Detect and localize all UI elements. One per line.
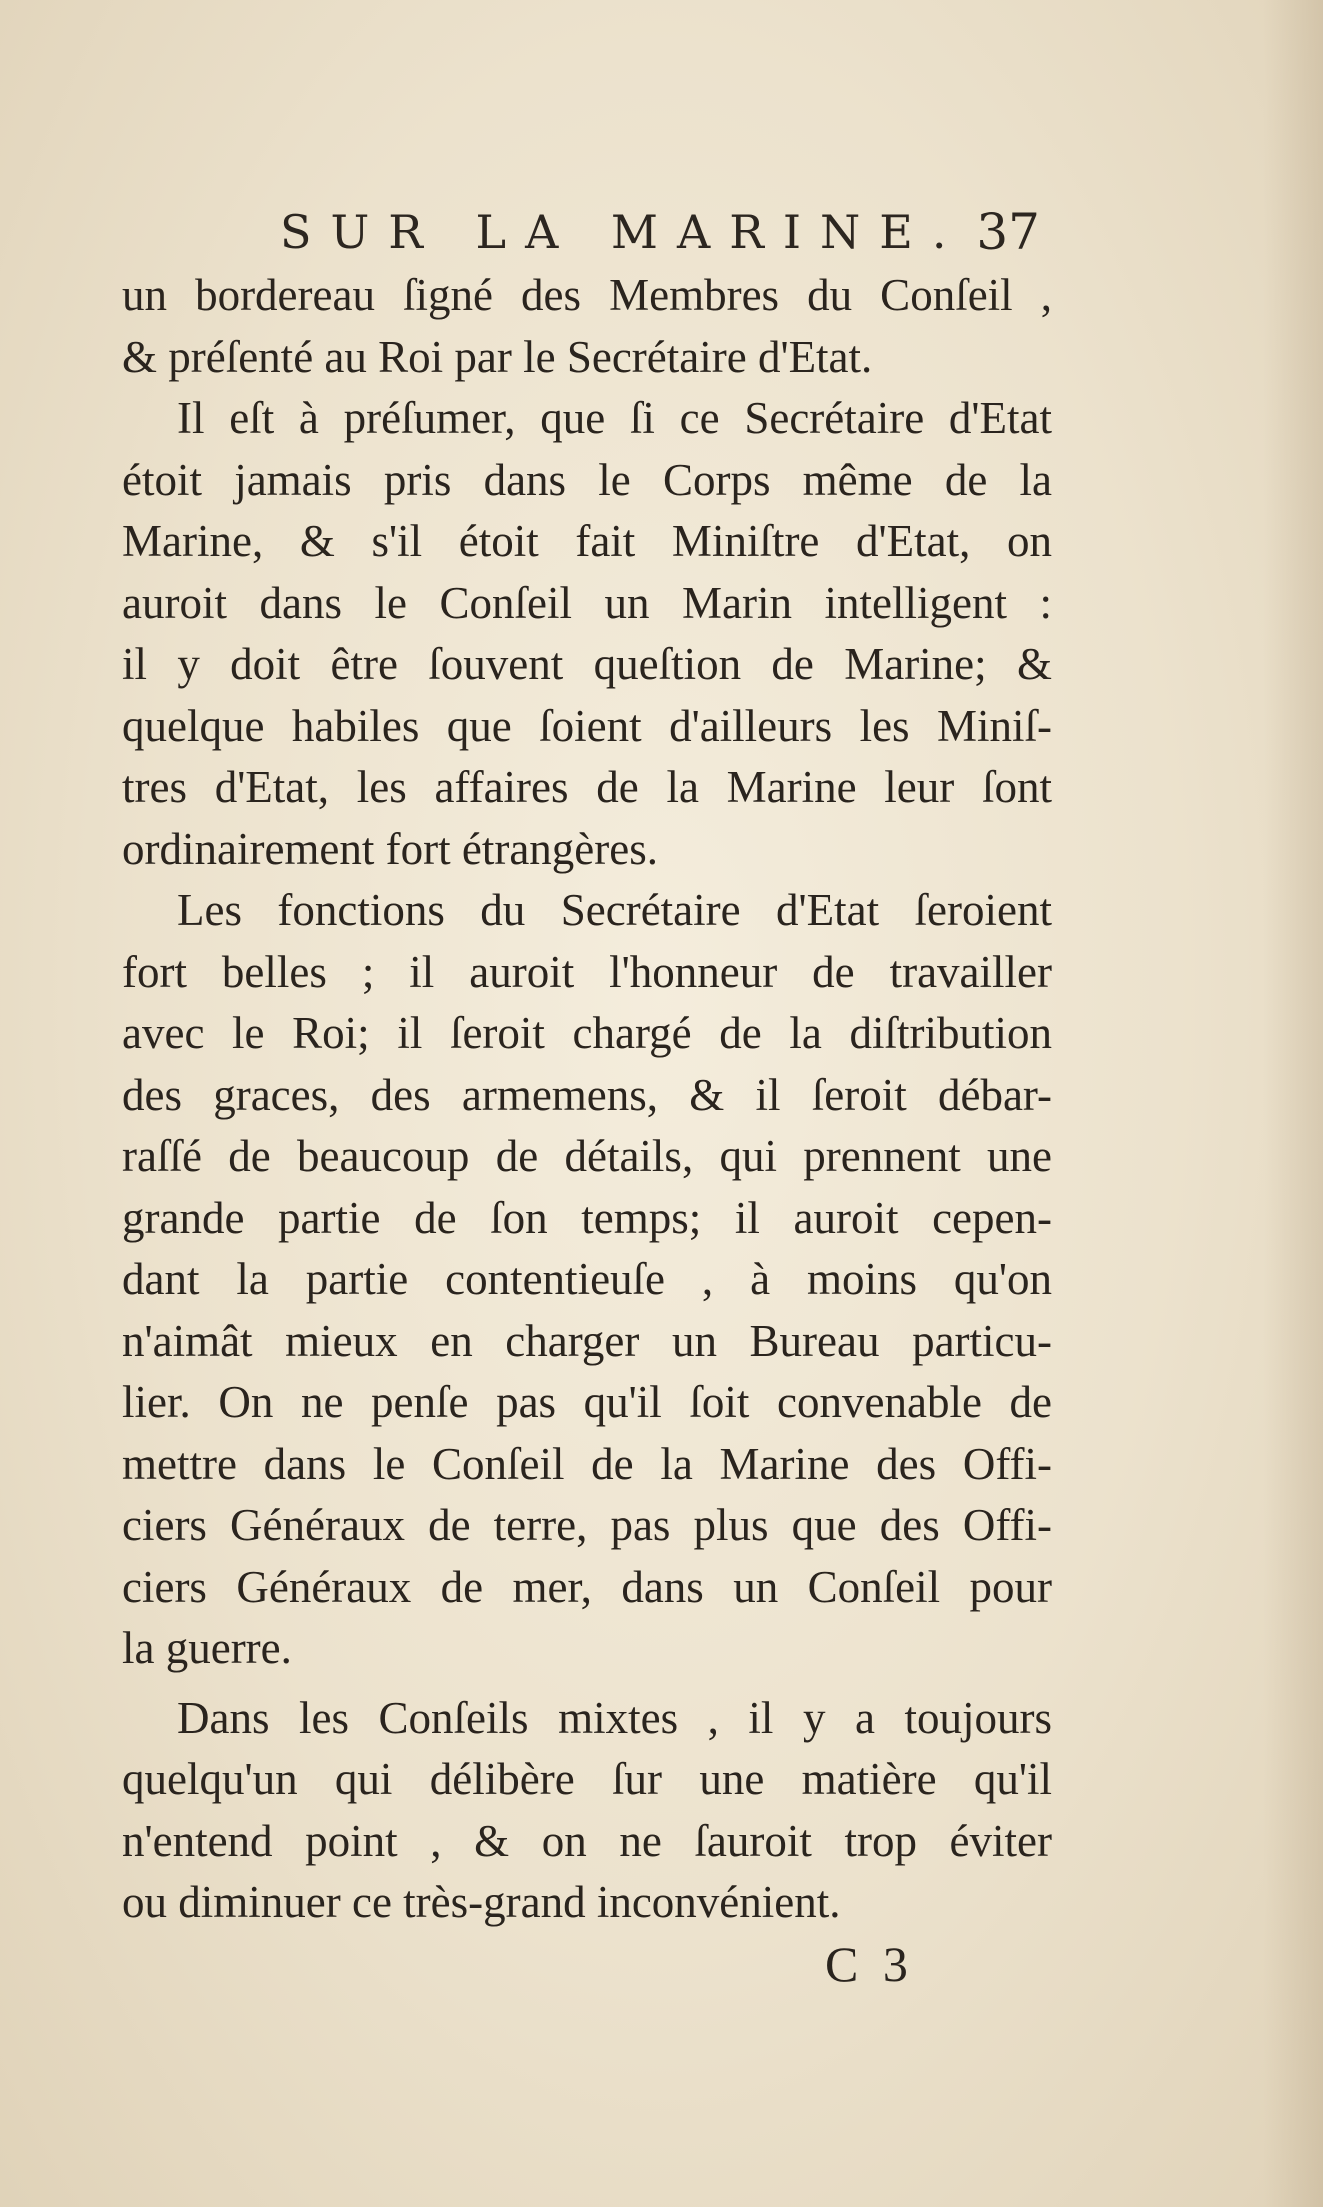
text-line: grande partie de ſon temps; il auroit cepen- <box>122 1192 1052 1243</box>
text-line: quelque habiles que ſoient d'ailleurs les Miniſ- <box>122 700 1052 751</box>
paragraph <box>122 880 1052 1680</box>
text-line: dant la partie contentieuſe , à moins qu'on <box>122 1254 1052 1304</box>
text-line: la guerre. <box>122 1623 292 1673</box>
text-line: un bordereau ſigné des Membres du Conſeil , <box>122 270 1052 320</box>
text-line: & préſenté au Roi par le Secrétaire d'Etat. <box>122 331 873 382</box>
text-line: raſſé de beaucoup de détails, qui prennent une <box>122 1131 1052 1181</box>
text-line: quelqu'un qui délibère ſur une matière qu'il <box>122 1754 1052 1804</box>
paragraph-gap <box>122 1680 1052 1688</box>
text-line: tres d'Etat, les affaires de la Marine leur ſont <box>122 762 1052 812</box>
text-line: ordinairement fort étrangères. <box>122 823 659 874</box>
page-number: 37 <box>976 203 1040 261</box>
text-line: mettre dans le Conſeil de la Marine des Offi- <box>122 1438 1052 1489</box>
paragraph <box>122 388 1052 880</box>
running-title: SUR LA MARINE. <box>280 205 966 259</box>
text-line: Il eſt à préſumer, que ſi ce Secrétaire d'Etat <box>177 393 1052 443</box>
text-line: il y doit être ſouvent queſtion de Marine; & <box>122 639 1052 689</box>
text-line: n'entend point , & on ne ſauroit trop éviter <box>122 1815 1052 1866</box>
text-line: des graces, des armemens, & il ſeroit débar- <box>122 1069 1052 1120</box>
page-edge-shadow <box>1263 0 1323 2207</box>
text-line: ciers Généraux de mer, dans un Conſeil pour <box>122 1561 1052 1612</box>
text-line: ou diminuer ce très-grand inconvénient. <box>122 1877 841 1927</box>
text-line: ciers Généraux de terre, pas plus que des Offi- <box>122 1500 1052 1550</box>
text-line: avec le Roi; il ſeroit chargé de la diſtribution <box>122 1008 1052 1058</box>
paragraph <box>122 265 1052 388</box>
text-line: étoit jamais pris dans le Corps même de la <box>122 454 1052 505</box>
text-line: fort belles ; il auroit l'honneur de travailler <box>122 946 1052 997</box>
text-line: n'aimât mieux en charger un Bureau particu- <box>122 1315 1052 1366</box>
text-line: Marine, & s'il étoit fait Miniſtre d'Etat, on <box>122 516 1052 566</box>
text-line: auroit dans le Conſeil un Marin intelligent : <box>122 577 1052 628</box>
paragraph <box>122 1688 1052 1934</box>
signature-mark: C 3 <box>825 1936 914 1992</box>
text-line: lier. On ne penſe pas qu'il ſoit convenable de <box>122 1377 1052 1427</box>
text-line: Les fonctions du Secrétaire d'Etat ſeroient <box>177 885 1052 935</box>
text-line: Dans les Conſeils mixtes , il y a toujours <box>177 1692 1052 1743</box>
body-text <box>122 265 1052 1934</box>
